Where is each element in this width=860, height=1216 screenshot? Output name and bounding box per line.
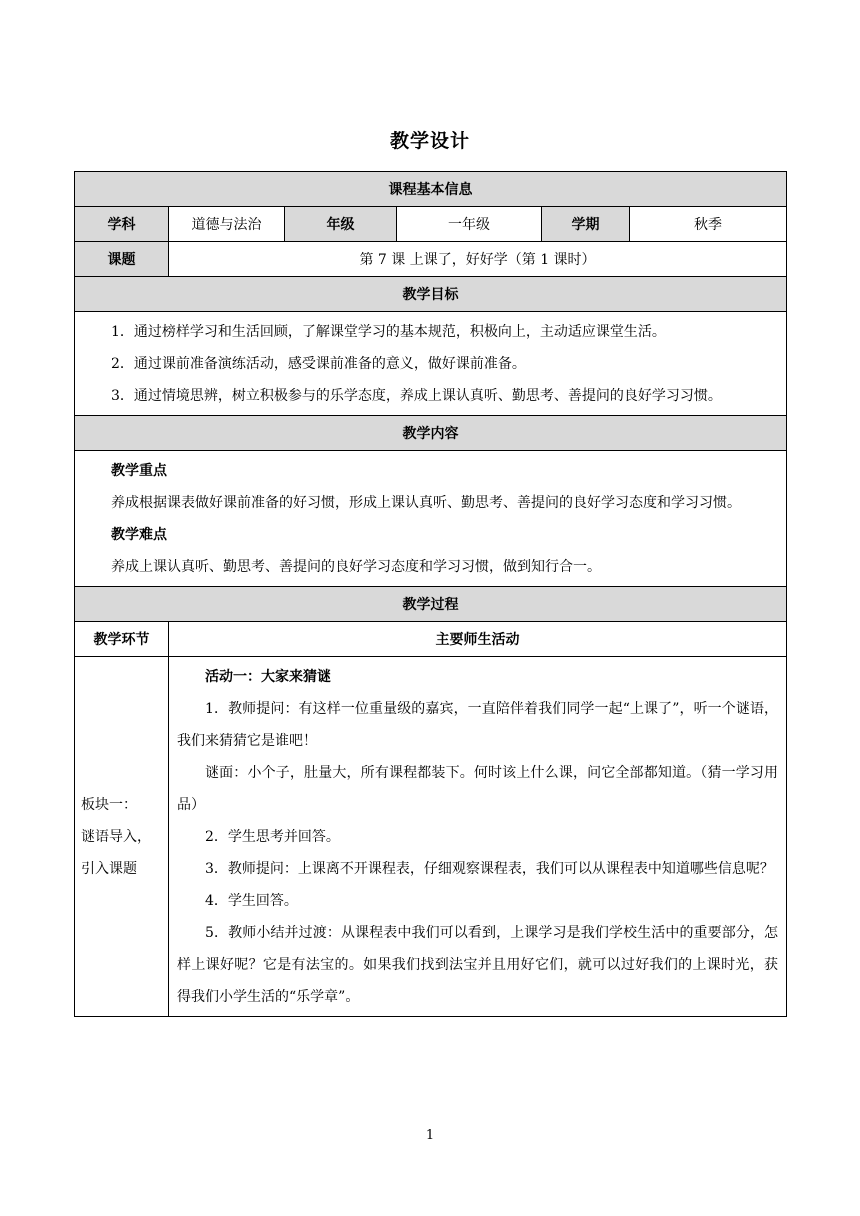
content-row — [75, 451, 787, 587]
objective-item: 1．通过榜样学习和生活回顾，了解课堂学习的基本规范，积极向上，主动适应课堂生活。 — [111, 324, 666, 340]
content-body — [75, 451, 787, 587]
page-number: 1 — [425, 1128, 435, 1143]
term-value: 秋季 — [630, 207, 787, 242]
grade-value: 一年级 — [397, 207, 542, 242]
process-block-row — [75, 657, 787, 1017]
basic-info-header: 课程基本信息 — [75, 172, 787, 207]
activity-paragraph: 4．学生回答。 — [205, 893, 298, 909]
objectives-list — [75, 312, 787, 416]
activity-paragraph: 2．学生思考并回答。 — [205, 829, 340, 845]
content-header: 教学内容 — [75, 416, 787, 451]
process-column-header-row — [75, 622, 787, 657]
process-header-row — [75, 587, 787, 622]
stage-line: 谜语导入， — [81, 828, 151, 845]
activity-column-header: 主要师生活动 — [169, 622, 787, 657]
subject-label: 学科 — [75, 207, 169, 242]
activity-paragraph: 谜面：小个子，肚量大，所有课程都装下。何时该上什么课，问它全部都知道。（猜一学习用品） — [177, 765, 779, 813]
objectives-header-row — [75, 277, 787, 312]
term-label: 学期 — [542, 207, 630, 242]
difficulty-text: 养成上课认真听、勤思考、善提问的良好学习态度和学习习惯，做到知行合一。 — [111, 559, 601, 575]
topic-row — [75, 242, 787, 277]
activity-cell — [169, 657, 787, 1017]
lesson-plan-table — [74, 171, 787, 1017]
key-point-label: 教学重点 — [111, 463, 167, 479]
objective-item: 2．通过课前准备演练活动，感受课前准备的意义，做好课前准备。 — [111, 356, 526, 372]
stage-cell — [75, 657, 169, 1017]
stage-line: 引入课题 — [81, 860, 137, 877]
objectives-row — [75, 312, 787, 416]
content-header-row — [75, 416, 787, 451]
key-point-text: 养成根据课表做好课前准备的好习惯，形成上课认真听、勤思考、善提问的良好学习态度和学习习惯。 — [111, 495, 741, 511]
process-header: 教学过程 — [75, 587, 787, 622]
objective-item: 3．通过情境思辨，树立积极参与的乐学态度，养成上课认真听、勤思考、善提问的良好学习习惯。 — [111, 388, 722, 404]
topic-label: 课题 — [75, 242, 169, 277]
document-title: 教学设计 — [389, 130, 470, 152]
activity-paragraph: 1．教师提问：有这样一位重量级的嘉宾，一直陪伴着我们同学一起“上课了”，听一个谜语，我们来猜猜它是谁吧！ — [177, 701, 779, 749]
subject-value: 道德与法治 — [169, 207, 285, 242]
objectives-header: 教学目标 — [75, 277, 787, 312]
stage-line: 板块一： — [81, 796, 137, 813]
subject-row — [75, 207, 787, 242]
topic-value: 第 7 课 上课了，好好学（第 1 课时） — [169, 242, 787, 277]
grade-label: 年级 — [285, 207, 397, 242]
stage-column-header: 教学环节 — [75, 622, 169, 657]
activity-title: 活动一：大家来猜谜 — [205, 669, 331, 685]
difficulty-label: 教学难点 — [111, 527, 167, 543]
basic-info-header-row — [75, 172, 787, 207]
activity-paragraph: 5．教师小结并过渡：从课程表中我们可以看到，上课学习是我们学校生活中的重要部分，怎样上课好呢？它是有法宝的。如果我们找到法宝并且用好它们，就可以过好我们的上课时光，获得我们小学生活的“乐学章”。 — [177, 925, 779, 1005]
activity-paragraph: 3．教师提问：上课离不开课程表，仔细观察课程表，我们可以从课程表中知道哪些信息呢？ — [205, 861, 774, 877]
